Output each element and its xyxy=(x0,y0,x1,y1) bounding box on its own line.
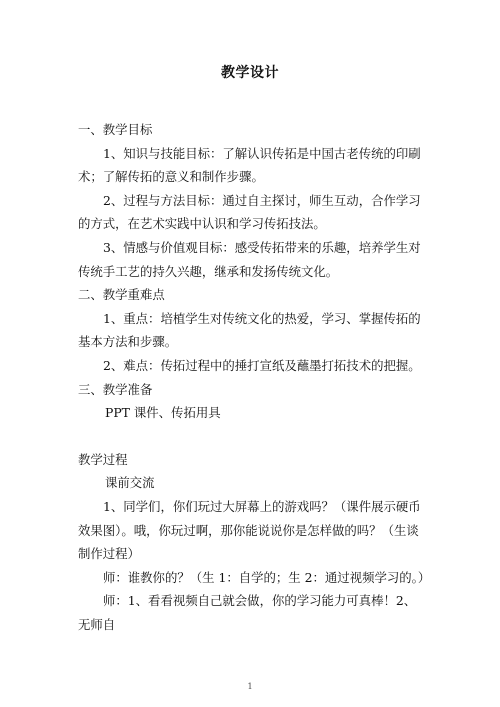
paragraph-difficulty: 2、难点：传拓过程中的捶打宣纸及蘸墨打拓技术的把握。 xyxy=(103,357,421,373)
subheading-pre-class: 课前交流 xyxy=(105,475,155,491)
page-number: 1 xyxy=(247,682,253,691)
section-heading-preparation: 三、教学准备 xyxy=(78,381,153,397)
document-title: 教学设计 xyxy=(221,65,279,81)
document-body xyxy=(78,118,431,636)
paragraph-objective-emotion: 3、情感与价值观目标：感受传拓带来的乐趣，培养学生对传统手工艺的持久兴趣，继承和发扬传统文化。 xyxy=(78,239,421,279)
paragraph-materials: PPT 课件、传拓用具 xyxy=(105,405,221,421)
section-heading-objectives: 一、教学目标 xyxy=(78,122,153,137)
paragraph-process-3: 师：1、看看视频自己就会做，你的学习能力可真棒！2、无师自 xyxy=(78,593,417,632)
paragraph-objective-process: 2、过程与方法目标：通过自主探讨，师生互动，合作学习的方式，在艺术实践中认识和学习传拓技法。 xyxy=(78,192,421,232)
blank-spacer xyxy=(78,425,426,448)
section-heading-key-points: 二、教学重难点 xyxy=(78,287,165,303)
paragraph-objective-knowledge: 1、知识与技能目标：了解认识传拓是中国古老传统的印刷术；了解传拓的意义和制作步骤。 xyxy=(78,145,421,185)
paragraph-process-2: 师：谁教你的？（生 1：自学的；生 2：通过视频学习的。） xyxy=(103,569,431,585)
section-heading-process: 教学过程 xyxy=(78,451,128,467)
paragraph-key-point: 1、重点：培植学生对传统文化的热爱，学习、掌握传拓的基本方法和步骤。 xyxy=(78,310,421,350)
paragraph-process-1: 1、同学们，你们玩过大屏幕上的游戏吗？（课件展示硬币效果图）。哦，你玩过啊，那你能说说你是怎样做的吗？（生谈制作过程） xyxy=(78,498,421,562)
